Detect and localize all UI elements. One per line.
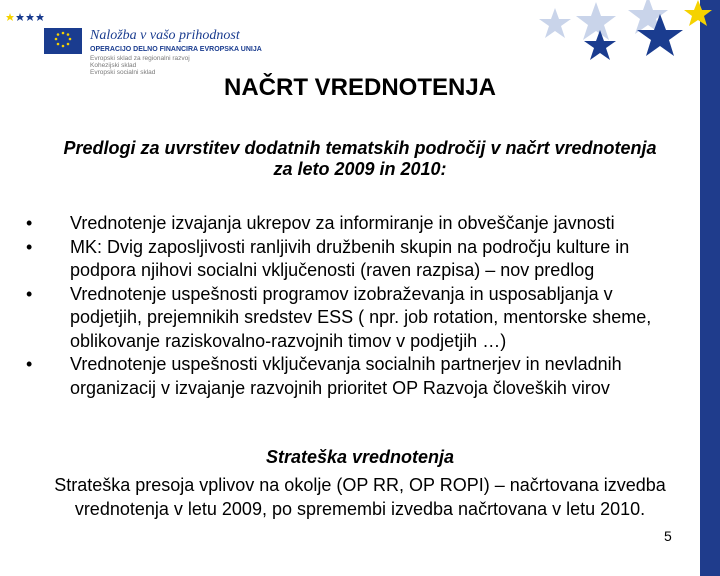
- logo-fund-line: Evropski sklad za regionalni razvoj: [90, 55, 190, 62]
- page-title: NAČRT VREDNOTENJA: [223, 74, 496, 101]
- eu-funding-logo: [44, 14, 262, 76]
- star-icon: [6, 13, 14, 21]
- list-item: [26, 236, 686, 283]
- section-text: Strateška presoja vplivov na okolje (OP RR, OP ROPI) – načrtovana izvedba vrednotenja v letu 2009, po spremembi izvedba načrtovana v letu 2010.: [54, 475, 666, 519]
- star-icon: [576, 2, 616, 40]
- bullet-icon: •: [26, 283, 33, 304]
- bullet-icon: •: [26, 213, 33, 233]
- star-icon: [36, 13, 44, 21]
- logo-fund-line: Kohezijski sklad: [90, 62, 137, 69]
- bullet-icon: •: [26, 236, 33, 257]
- eu-flag-icon: [44, 28, 82, 54]
- list-item-text: Vrednotenje izvajanja ukrepov za informiranje in obveščanje javnosti: [70, 213, 615, 233]
- star-icon: [539, 8, 571, 38]
- list-item: [26, 353, 686, 400]
- logo-fund-line: Evropski socialni sklad: [90, 69, 156, 76]
- bullet-icon: •: [26, 354, 33, 374]
- star-icon: [684, 0, 712, 26]
- bullet-list: [26, 212, 686, 400]
- page-number: 5: [664, 528, 672, 544]
- star-icon: [26, 13, 34, 21]
- star-icon: [16, 13, 24, 21]
- list-item-text: Vrednotenje uspešnosti programov izobraževanja in usposabljanja v podjetjih, prejemnikih sredstev ESS ( npr. job rotation, mentorske sheme, oblikovanje raziskovalno-razvojnih timov v podjetjih …): [70, 283, 652, 351]
- list-item-text: Vrednotenje uspešnosti vključevanja socialnih partnerjev in nevladnih organizacij v izvajanje razvojnih prioritet OP Razvoja človeških virov: [70, 354, 622, 398]
- logo-title: Naložba v vašo prihodnost: [90, 28, 240, 43]
- section-heading: Strateška vrednotenja: [265, 447, 455, 467]
- logo-subtitle: OPERACIJO DELNO FINANCIRA EVROPSKA UNIJA: [90, 46, 262, 53]
- subtitle: Predlogi za uvrstitev dodatnih tematskih področij v načrt vrednotenja za leto 2009 in 2010:: [63, 138, 657, 179]
- list-item: [26, 283, 686, 354]
- list-item: [26, 212, 686, 236]
- list-item-text: MK: Dvig zaposljivosti ranljivih družbenih skupin na področju kulture in podpora njihovi socialni vključenosti (raven razpisa) – nov predlog: [70, 236, 630, 280]
